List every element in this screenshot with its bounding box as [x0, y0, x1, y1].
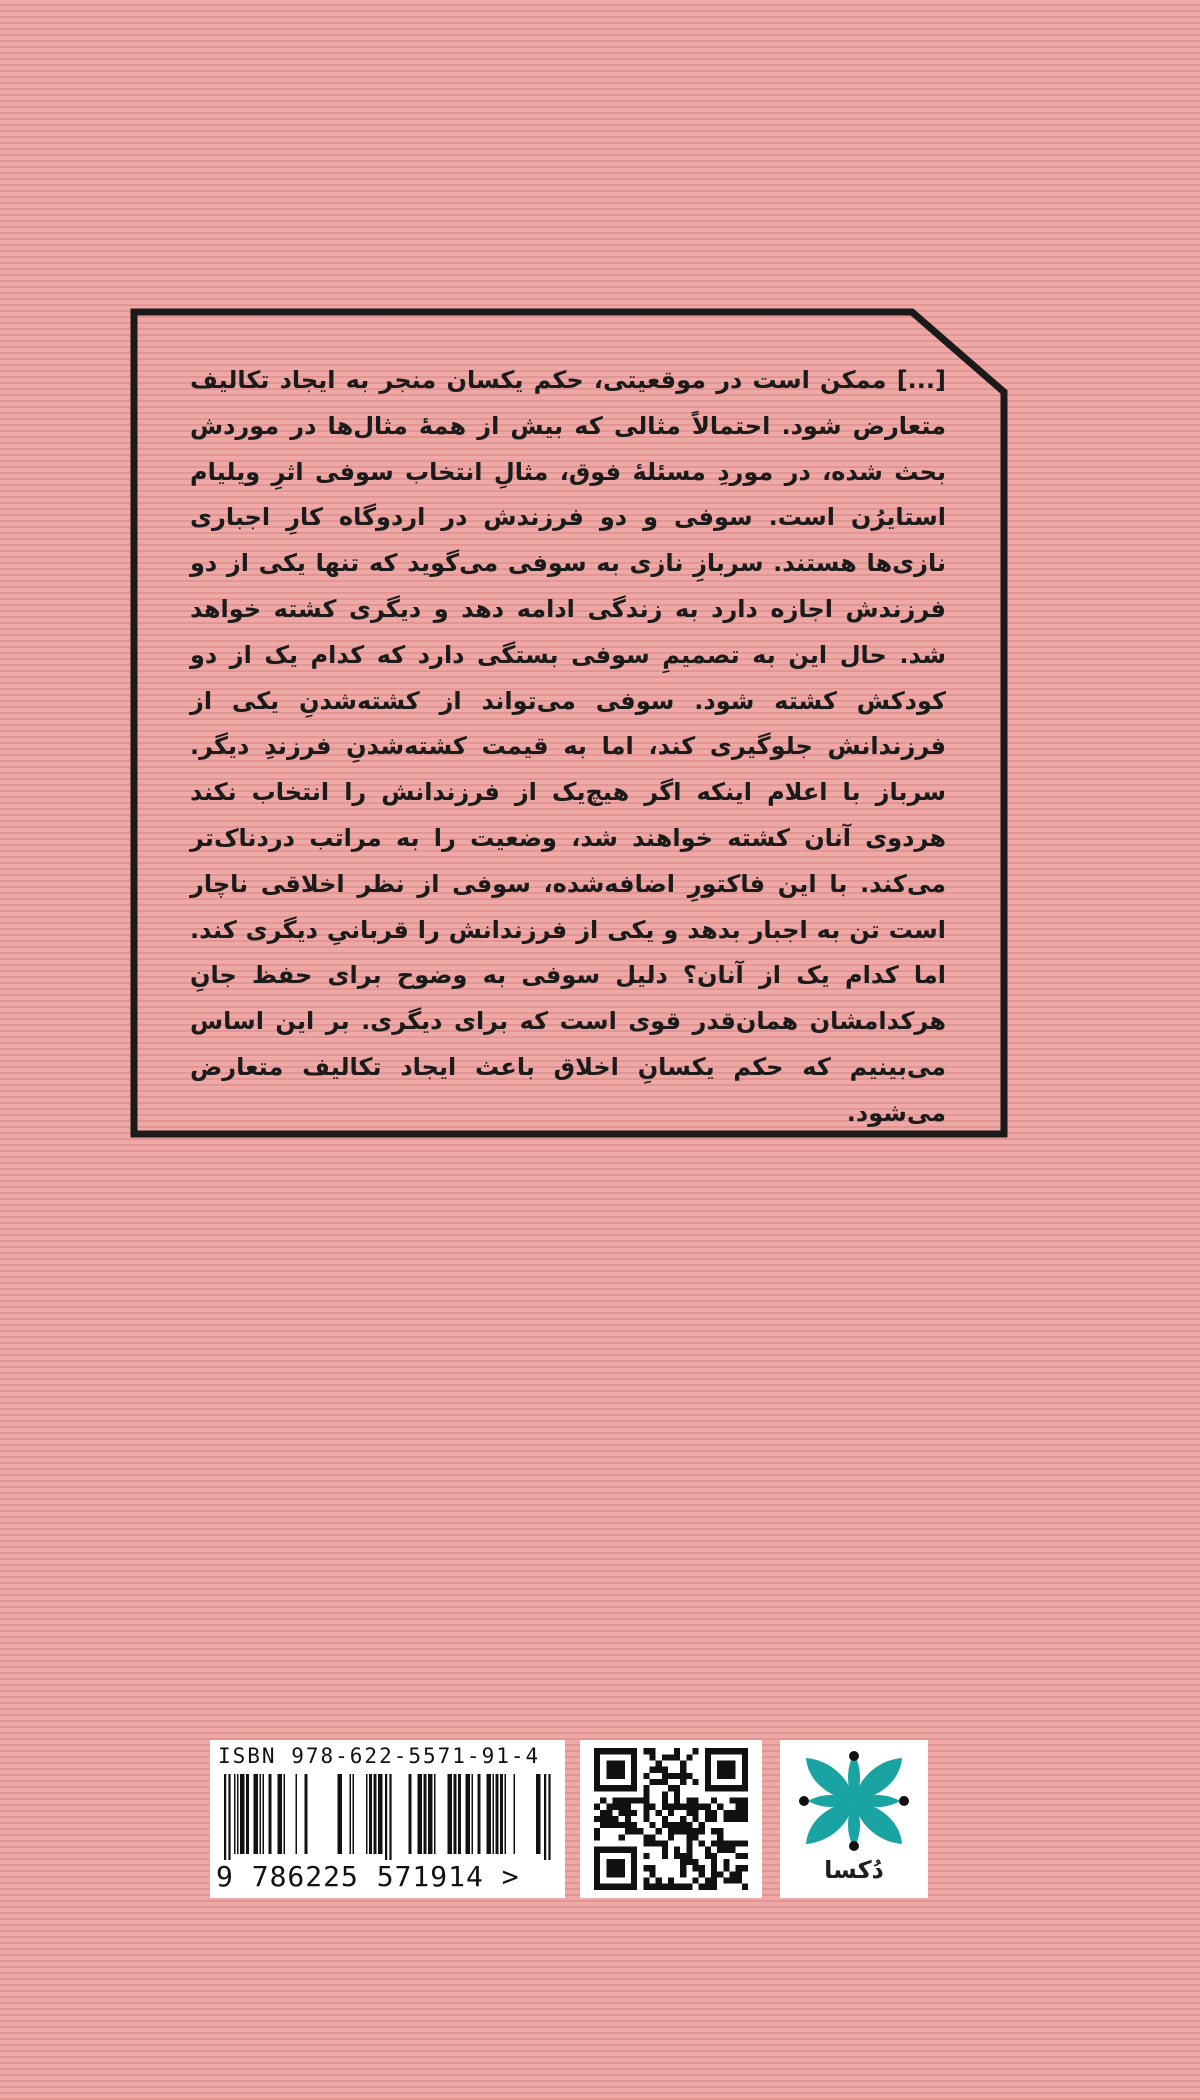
- isbn-label: ISBN 978-622-5571-91-4: [218, 1744, 541, 1768]
- quote-text: [...] ممکن است در موقعیتی، حکم یکسان منجر به ایجاد تکالیف متعارض شود. احتمالاً مثالی که بیش از همهٔ مثال‌ها در موردش بحث شده، در موردِ مسئلهٔ فوق، مثالِ انتخاب سوفی اثرِ ویلیام استایرُن است. سوفی و دو فرزندش در اردوگاه کارِ اجباری نازی‌ها هستند. سربازِ نازی به سوفی می‌گوید که تنها یکی از دو فرزندش اجازه دارد به زندگی ادامه دهد و دیگری کشته خواهد شد. حال این به تصمیمِ سوفی بستگی دارد که کدام یک از دو کودکش کشته شود. سوفی می‌تواند از کشته‌شدنِ یکی از فرزندانش جلوگیری کند، اما به قیمت کشته‌شدنِ فرزندِ دیگر. سرباز با اعلام اینکه اگر هیچ‌یک از فرزندانش را انتخاب نکند هردوی آنان کشته خواهند شد، وضعیت را به مراتب دردناک‌تر می‌کند. با این فاکتورِ اضافه‌شده، سوفی از نظر اخلاقی ناچار است تن به اجبار بدهد و یکی از فرزندانش را قربانیِ دیگری کند. اما کدام یک از آنان؟ دلیل سوفی به وضوح برای حفظ جانِ هرکدامشان همان‌قدر قوی است که برای دیگری. بر این اساس می‌بینیم که حکم یکسانِ اخلاق باعث ایجاد تکالیف متعارض می‌شود.: [190, 366, 946, 1127]
- isbn-digits: 9 786225 571914 >: [216, 1860, 520, 1893]
- barcode-icon: [224, 1774, 554, 1860]
- qr-code-panel: [580, 1740, 762, 1898]
- publisher-logo-panel: [780, 1740, 928, 1898]
- publisher-logo-icon: [794, 1748, 914, 1854]
- isbn-barcode-panel: [210, 1740, 565, 1898]
- publisher-name: دُکسا: [824, 1856, 884, 1884]
- qr-code-icon: [594, 1748, 748, 1890]
